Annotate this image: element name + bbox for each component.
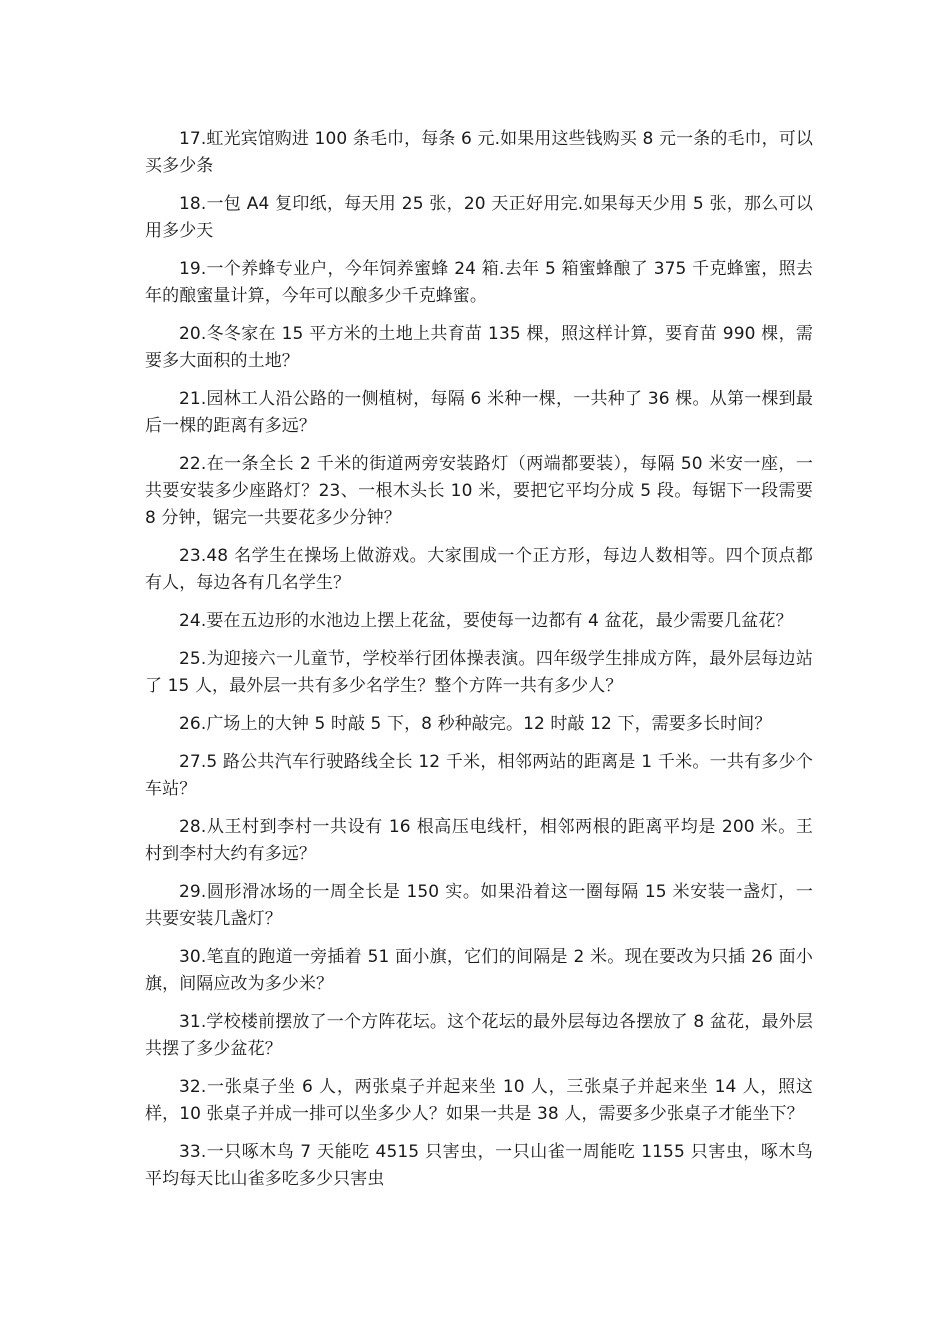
problem-31: 31.学校楼前摆放了一个方阵花坛。这个花坛的最外层每边各摆放了 8 盆花，最外层共摆了多少盆花？: [145, 1012, 813, 1059]
problem-29: 29.圆形滑冰场的一周全长是 150 实。如果沿着这一圈每隔 15 米安装一盏灯，一共要安装几盏灯？: [145, 882, 813, 929]
problem-22: 22.在一条全长 2 千米的街道两旁安装路灯（两端都要装），每隔 50 米安一座，一共要安装多少座路灯？23、一根木头长 10 米，要把它平均分成 5 段。每锯下一段需要 8 分钟，锯完一共要花多少分钟？: [145, 454, 813, 528]
problem-21: 21.园林工人沿公路的一侧植树，每隔 6 米种一棵，一共种了 36 棵。从第一棵到最后一棵的距离有多远？: [145, 389, 813, 436]
problem-33: 33.一只啄木鸟 7 天能吃 4515 只害虫，一只山雀一周能吃 1155 只害虫，啄木鸟平均每天比山雀多吃多少只害虫: [145, 1142, 813, 1189]
problem-18: 18.一包 A4 复印纸，每天用 25 张，20 天正好用完.如果每天少用 5 张，那么可以用多少天: [145, 194, 813, 241]
problem-23: 23.48 名学生在操场上做游戏。大家围成一个正方形，每边人数相等。四个顶点都有人，每边各有几名学生？: [145, 546, 813, 593]
problem-19: 19.一个养蜂专业户，今年饲养蜜蜂 24 箱.去年 5 箱蜜蜂酿了 375 千克蜂蜜，照去年的酿蜜量计算，今年可以酿多少千克蜂蜜。: [145, 259, 813, 306]
problem-20: 20.冬冬家在 15 平方米的土地上共育苗 135 棵，照这样计算，要育苗 990 棵，需要多大面积的土地？: [145, 324, 813, 371]
problem-26: 26.广场上的大钟 5 时敲 5 下，8 秒种敲完。12 时敲 12 下，需要多长时间？: [179, 714, 772, 734]
problem-32: 32.一张桌子坐 6 人，两张桌子并起来坐 10 人，三张桌子并起来坐 14 人，照这样，10 张桌子并成一排可以坐多少人？如果一共是 38 人，需要多少张桌子才能坐下？: [145, 1077, 813, 1124]
problem-17: 17.虹光宾馆购进 100 条毛巾，每条 6 元.如果用这些钱购买 8 元一条的毛巾，可以买多少条: [145, 129, 813, 176]
problem-27: 27.5 路公共汽车行驶路线全长 12 千米，相邻两站的距离是 1 千米。一共有多少个车站？: [145, 752, 813, 799]
problem-28: 28.从王村到李村一共设有 16 根高压电线杆，相邻两根的距离平均是 200 米。王村到李村大约有多远？: [145, 817, 813, 864]
problem-24: 24.要在五边形的水池边上摆上花盆，要使每一边都有 4 盆花，最少需要几盆花？: [179, 611, 793, 631]
problem-25: 25.为迎接六一儿童节，学校举行团体操表演。四年级学生排成方阵，最外层每边站了 15 人，最外层一共有多少名学生？整个方阵一共有多少人？: [145, 649, 813, 696]
problem-30: 30.笔直的跑道一旁插着 51 面小旗，它们的间隔是 2 米。现在要改为只插 26 面小旗，间隔应改为多少米？: [145, 947, 813, 994]
document-page: [145, 126, 813, 1204]
